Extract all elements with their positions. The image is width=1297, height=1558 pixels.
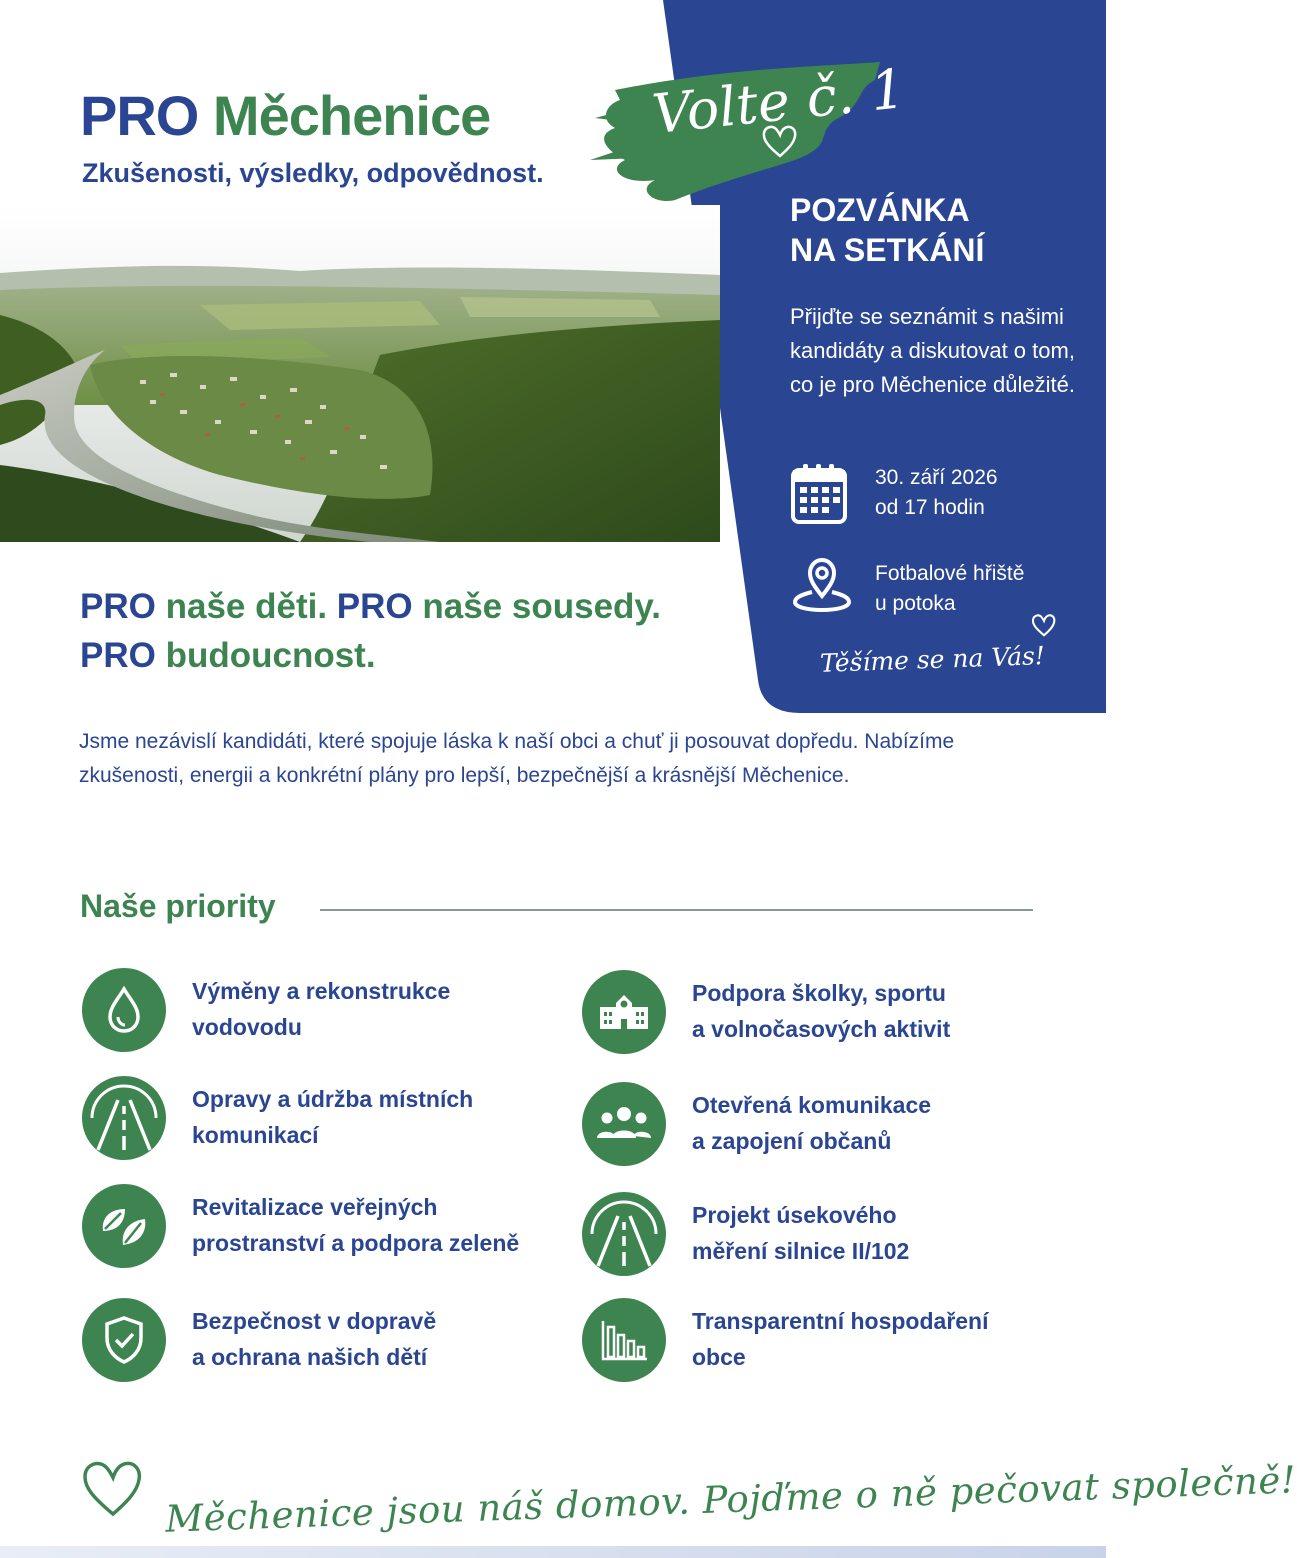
invitation-text: Přijďte se seznámit s našimi kandidáty a diskutovat o tom, co je pro Měchenice důležité. <box>790 304 1075 398</box>
priority-label: Výměny a rekonstrukce vodovodu <box>192 978 451 1040</box>
priority-label: Opravy a údržba místních komunikací <box>192 1086 474 1148</box>
road-icon <box>82 1076 166 1160</box>
priority-label: Transparentní hospodaření obce <box>692 1308 989 1370</box>
leaves-icon <box>82 1184 166 1268</box>
vote-number-handwriting: Volte č. 1 <box>649 56 909 147</box>
shield-check-icon <box>82 1298 166 1382</box>
slogan-future: budoucnost. <box>165 636 376 675</box>
bottom-bar <box>0 1546 1106 1558</box>
heart-icon <box>78 1455 148 1526</box>
landscape-photo <box>0 205 720 542</box>
priority-item <box>582 1298 989 1382</box>
meeting-place-line1: Fotbalové hřiště <box>875 562 1025 585</box>
heart-icon <box>760 122 800 165</box>
priority-item <box>582 1192 909 1276</box>
priority-item <box>82 1298 436 1382</box>
intro-paragraph <box>79 725 979 792</box>
title-pro: PRO <box>80 84 199 147</box>
footer-slogan: Měchenice jsou náš domov. Pojďme o ně pečovat společně! <box>164 1458 1297 1541</box>
slogan-pro: PRO <box>80 636 156 675</box>
meeting-date-line2: od 17 hodin <box>875 496 985 520</box>
priority-label: Otevřená komunikace a zapojení občanů <box>692 1092 932 1154</box>
slogan <box>80 582 661 680</box>
meeting-place <box>875 559 1024 620</box>
bar-chart-icon <box>582 1298 666 1382</box>
slogan-pro: PRO <box>80 587 156 626</box>
meeting-date-line1: 30. září 2026 <box>875 466 998 489</box>
priority-label: Bezpečnost v dopravě a ochrana našich dětí <box>192 1308 437 1370</box>
priority-label: Revitalizace veřejných prostranství a podpora zeleně <box>192 1194 520 1256</box>
slogan-pro: PRO <box>336 587 413 626</box>
page-title <box>80 84 490 148</box>
slogan-neighbours: naše sousedy. <box>422 587 662 626</box>
priority-item <box>82 1076 473 1160</box>
heart-icon <box>1030 612 1058 643</box>
priority-item <box>582 970 950 1054</box>
page-subtitle: Zkušenosti, výsledky, odpovědnost. <box>82 158 544 188</box>
intro-text: Jsme nezávislí kandidáti, které spojuje láska k naší obci a chuť ji posouvat dopředu. Nabízíme zkušenosti, energii a konkrétní plány pro lepší, bezpečnější a krásnější Měchenice. <box>79 730 955 787</box>
priority-label: Podpora školky, sportu a volnočasových aktivit <box>692 980 951 1042</box>
closing-handwriting: Těšíme se na Vás! <box>819 641 1046 678</box>
priority-item <box>582 1082 931 1166</box>
road-icon <box>582 1192 666 1276</box>
slogan-children: naše děti. <box>165 587 328 626</box>
school-building-icon <box>582 970 666 1054</box>
calendar-icon <box>790 462 850 533</box>
water-drop-icon <box>82 968 166 1052</box>
priority-item <box>82 968 450 1052</box>
priorities-heading: Naše priority <box>80 888 276 924</box>
divider <box>320 909 1033 911</box>
people-group-icon <box>582 1082 666 1166</box>
invitation-title: POZVÁNKA NA SETKÁNÍ <box>790 192 985 268</box>
title-name: Měchenice <box>212 84 491 147</box>
meeting-date <box>875 463 998 524</box>
priority-item <box>82 1184 519 1268</box>
location-pin-icon <box>792 556 852 619</box>
meeting-place-line2: u potoka <box>875 592 956 616</box>
priority-label: Projekt úsekového měření silnice II/102 <box>692 1202 910 1264</box>
